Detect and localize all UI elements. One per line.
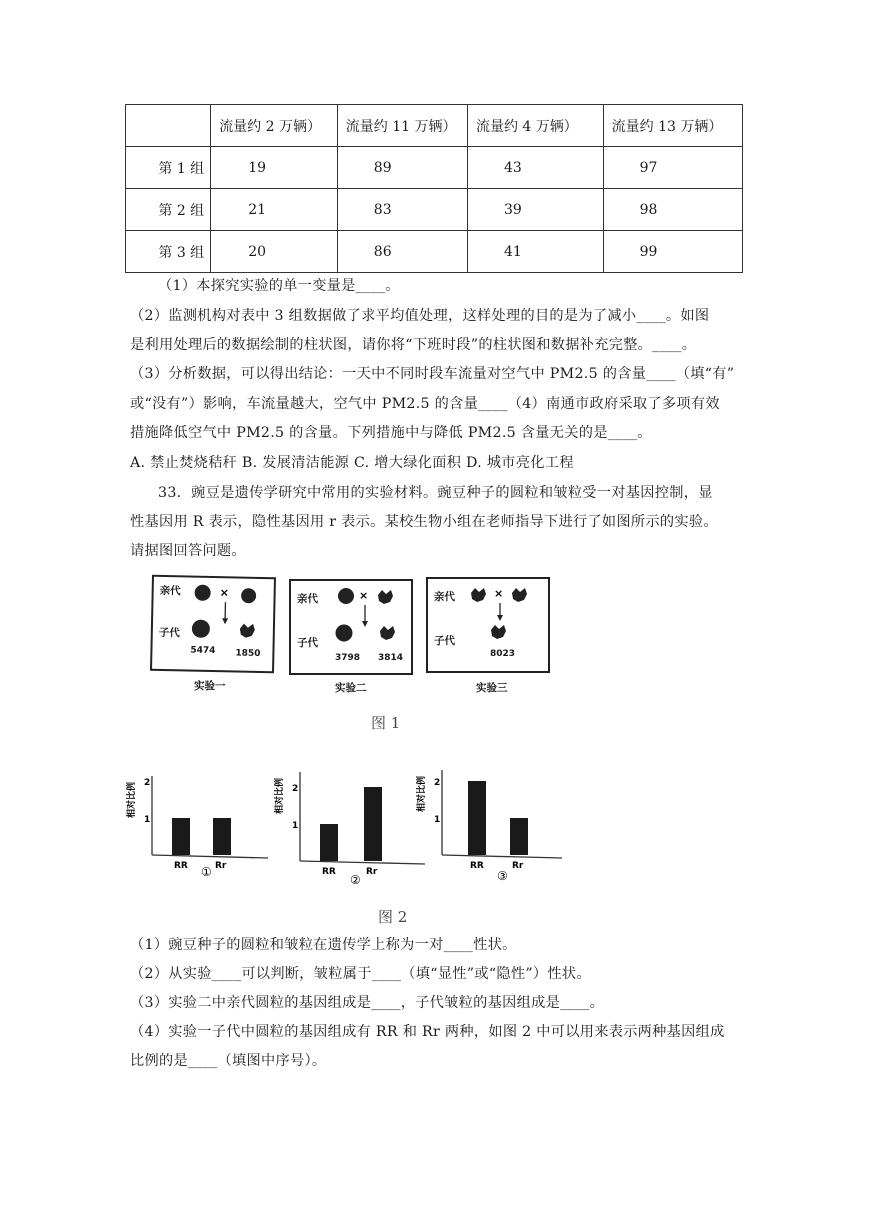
y-tick-label: 2 — [292, 784, 299, 794]
x-axis — [300, 861, 425, 864]
row-label: 第 3 组 — [126, 231, 211, 273]
table-header-cell: 流量约 2 万辆） — [211, 105, 338, 147]
answer-options: A. 禁止焚烧秸秆 B. 发展清洁能源 C. 增大绿化面积 D. 城市亮化工程 — [130, 455, 574, 471]
x-tick-label: Rr — [512, 861, 524, 871]
experiment-caption: 实验三 — [476, 682, 508, 694]
question-text: 性基因用 R 表示，隐性基因用 r 表示。某校生物小组在老师指导下进行了如图所示的实验。 — [130, 514, 718, 530]
row-label: 第 2 组 — [126, 189, 211, 231]
question-text: （1）豌豆种子的圆粒和皱粒在遗传学上称为一对____性状。 — [130, 937, 517, 953]
table-cell: 21 — [211, 189, 338, 231]
table-cell: 98 — [603, 189, 742, 231]
table-cell: 19 — [211, 147, 338, 189]
table-header-cell: 流量约 4 万辆） — [467, 105, 603, 147]
question-text: （2）监测机构对表中 3 组数据做了求平均值处理，这样处理的目的是为了减小____。如图 — [130, 308, 710, 324]
cross-symbol: × — [359, 589, 369, 602]
y-axis-label: 相对比例 — [417, 775, 427, 812]
table-cell: 43 — [467, 147, 603, 189]
offspring-count: 3814 — [378, 653, 404, 663]
table-cell: 97 — [603, 147, 742, 189]
question-text: 或“没有”）影响，车流量越大，空气中 PM2.5 的含量____（4）南通市政府采取了多项有效 — [130, 396, 720, 412]
child-label: 子代 — [434, 635, 455, 647]
figure-2-caption: 图 2 — [378, 908, 408, 926]
experiment-caption: 实验二 — [335, 682, 367, 694]
question-text: 33．豌豆是遗传学研究中常用的实验材料。豌豆种子的圆粒和皱粒受一对基因控制，显 — [158, 485, 713, 501]
y-tick-label: 1 — [292, 821, 299, 831]
offspring-count: 5474 — [190, 645, 216, 657]
bar-RR — [468, 781, 486, 855]
y-tick-label: 2 — [434, 778, 441, 788]
chart-number-tag: ① — [201, 865, 212, 879]
bar-Rr — [510, 818, 528, 855]
cross-symbol: × — [219, 586, 230, 600]
figure-1-caption: 图 1 — [371, 714, 401, 732]
table-cell: 86 — [337, 231, 467, 273]
table-header-cell: 流量约 13 万辆） — [603, 105, 742, 147]
question-text: 请据图回答问题。 — [130, 543, 246, 559]
x-axis — [152, 855, 268, 858]
x-tick-label: Rr — [215, 861, 227, 871]
question-text: 比例的是____（填图中序号）。 — [130, 1053, 327, 1069]
chart-number-tag: ② — [350, 873, 361, 887]
table-cell: 20 — [211, 231, 338, 273]
y-axis-label: 相对比例 — [275, 777, 285, 814]
y-tick-label: 1 — [144, 815, 151, 825]
bar-Rr — [364, 787, 382, 861]
row-label: 第 1 组 — [126, 147, 211, 189]
x-tick-label: RR — [322, 867, 336, 877]
parent-label: 亲代 — [434, 591, 455, 603]
experiment-caption: 实验一 — [194, 680, 226, 692]
question-text: （2）从实验____可以判断，皱粒属于____（填“显性”或“隐性”）性状。 — [130, 966, 591, 982]
table-cell: 99 — [603, 231, 742, 273]
y-tick-label: 1 — [434, 815, 441, 825]
bar-RR — [172, 818, 190, 855]
chart-number-tag: ③ — [497, 869, 508, 883]
x-axis — [442, 855, 562, 858]
question-text: （3）实验二中亲代圆粒的基因组成是____，子代皱粒的基因组成是____。 — [130, 995, 605, 1011]
question-text: 是利用处理后的数据绘制的柱状图，请你将“下班时段”的柱状图和数据补充完整。____。 — [130, 337, 697, 353]
x-tick-label: Rr — [366, 867, 378, 877]
question-text: 措施降低空气中 PM2.5 的含量。下列措施中与降低 PM2.5 含量无关的是____。 — [130, 425, 652, 441]
offspring-count: 1850 — [235, 648, 261, 659]
table-cell: 39 — [467, 189, 603, 231]
question-text: （4）实验一子代中圆粒的基因组成有 RR 和 Rr 两种，如图 2 中可以用来表示两种基因组成 — [130, 1024, 725, 1040]
table-cell: 89 — [337, 147, 467, 189]
question-text: （1）本探究实验的单一变量是____。 — [158, 278, 400, 294]
bar-Rr — [213, 818, 231, 855]
table-cell: 83 — [337, 189, 467, 231]
parent-label: 亲代 — [159, 584, 181, 598]
x-tick-label: RR — [174, 861, 188, 871]
offspring-count: 3798 — [335, 653, 361, 663]
child-label: 子代 — [297, 637, 318, 649]
child-label: 子代 — [158, 626, 180, 640]
parent-label: 亲代 — [297, 593, 318, 605]
table-header-cell: 流量约 11 万辆） — [337, 105, 467, 147]
offspring-count: 8023 — [490, 649, 516, 659]
y-tick-label: 2 — [144, 778, 151, 788]
bar-RR — [320, 824, 338, 861]
x-tick-label: RR — [470, 861, 484, 871]
cross-symbol: × — [494, 587, 504, 600]
question-text: （3）分析数据，可以得出结论：一天中不同时段车流量对空气中 PM2.5 的含量____（填“有” — [130, 366, 735, 382]
table-cell: 41 — [467, 231, 603, 273]
y-axis-label: 相对比例 — [127, 781, 137, 818]
